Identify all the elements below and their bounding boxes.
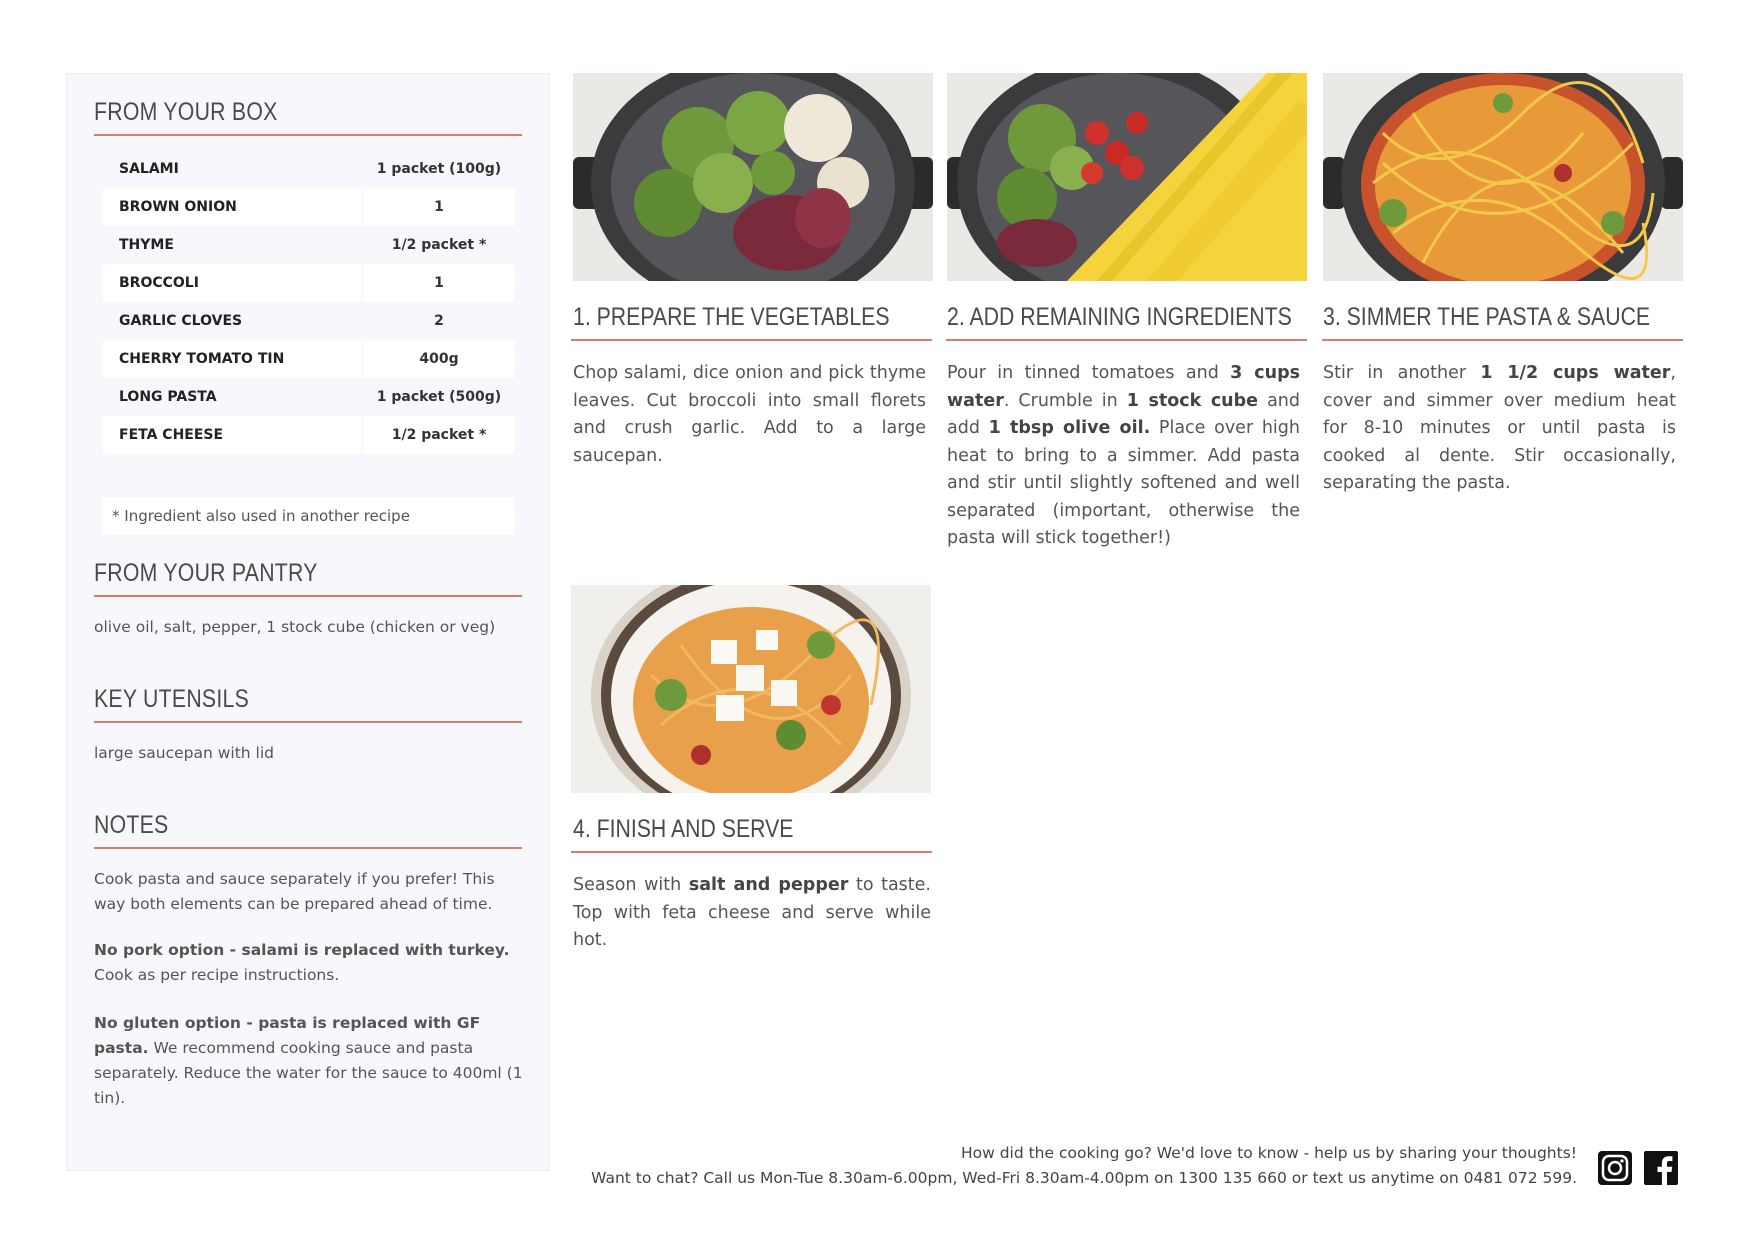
ingredients-table: [103, 150, 515, 454]
ingredient-name: GARLIC CLOVES: [103, 302, 363, 340]
ingredient-row: [103, 416, 515, 454]
note-no-pork: [94, 938, 524, 988]
ingredient-name: THYME: [103, 226, 363, 264]
step-2-text: . Crumble in: [1003, 390, 1127, 411]
pantry-text: olive oil, salt, pepper, 1 stock cube (chicken or veg): [94, 618, 496, 636]
note-no-gluten-rest: We recommend cooking sauce and pasta separately. Reduce the water for the sauce to 400ml (1 tin).: [94, 1039, 523, 1107]
instagram-icon[interactable]: [1597, 1150, 1633, 1186]
facebook-icon[interactable]: [1643, 1150, 1679, 1186]
note-no-pork-rest: Cook as per recipe instructions.: [94, 966, 340, 984]
ingredient-qty: 1/2 packet *: [363, 416, 515, 454]
step-4-instructions: [573, 872, 931, 955]
step-divider: [571, 851, 932, 853]
ingredient-qty: 1: [363, 188, 515, 226]
note-no-gluten-bold: No gluten option - pasta is replaced with GF pasta.: [94, 1014, 481, 1057]
step-3-text-bold: 1 1/2 cups water: [1480, 363, 1671, 383]
contact-text: Want to chat? Call us Mon-Tue 8.30am-6.00pm, Wed-Fri 8.30am-4.00pm on 1300 135 660 or text us anytime on 0481 072 599.: [591, 1169, 1577, 1187]
step-4-text: Season with: [573, 875, 689, 895]
step-3-title: 3. SIMMER THE PASTA & SAUCE: [1323, 303, 1651, 331]
ingredient-row: [103, 150, 515, 188]
step-2-text: Pour in tinned tomatoes and: [947, 363, 1231, 383]
note-separate-cooking: Cook pasta and sauce separately if you prefer! This way both elements can be prepared ahead of time.: [94, 870, 495, 913]
ingredient-row: [103, 302, 515, 340]
step-4-photo: [571, 585, 931, 793]
step-2-text-bold: 1 tbsp olive oil.: [988, 418, 1151, 438]
ingredient-name: BROWN ONION: [103, 188, 363, 226]
step-2-title: 2. ADD REMAINING INGREDIENTS: [947, 303, 1292, 331]
step-1-instructions: [573, 360, 926, 470]
heading-divider: [94, 134, 522, 136]
ingredient-qty: 1 packet (100g): [376, 161, 502, 177]
ingredient-row: [103, 188, 515, 226]
ingredient-name: FETA CHEESE: [103, 416, 363, 454]
step-3-text: Stir in another: [1323, 363, 1481, 383]
ingredient-name: CHERRY TOMATO TIN: [103, 340, 363, 378]
step-divider: [946, 339, 1307, 341]
notes-heading: NOTES: [94, 811, 169, 839]
step-divider: [571, 339, 932, 341]
note-no-gluten: [94, 1011, 524, 1111]
step-1-photo: [573, 73, 933, 281]
ingredient-row: [103, 226, 515, 264]
ingredient-qty: 2: [434, 313, 444, 329]
ingredient-qty: 1/2 packet *: [391, 237, 487, 253]
step-4-title: 4. FINISH AND SERVE: [573, 815, 794, 843]
ingredient-row: [103, 378, 515, 416]
step-4-text-bold: salt and pepper: [688, 875, 849, 895]
note-no-pork-bold: No pork option - salami is replaced with turkey.: [94, 941, 510, 959]
ingredient-row: [103, 340, 515, 378]
step-divider: [1322, 339, 1683, 341]
utensils-text: large saucepan with lid: [94, 744, 275, 762]
ingredient-name: SALAMI: [103, 150, 363, 188]
step-2-text: Place over high heat to bring to a simmer. Add pasta and stir until slightly softened and well separated (important, otherwise the pasta will stick together!): [947, 418, 1300, 548]
ingredient-row: [103, 264, 515, 302]
heading-divider: [94, 721, 522, 723]
step-2-text: and add: [947, 390, 1300, 438]
heading-divider: [94, 595, 522, 597]
step-2-text-bold: 1 stock cube: [1126, 390, 1259, 411]
step-2-instructions: [947, 360, 1300, 553]
ingredient-footnote: * Ingredient also used in another recipe: [103, 497, 515, 535]
ingredient-qty: 1 packet (500g): [376, 389, 502, 405]
step-1-text: Chop salami, dice onion and pick thyme leaves. Cut broccoli into small florets and crush garlic. Add to a large saucepan.: [573, 363, 926, 466]
ingredient-qty: 1: [363, 264, 515, 302]
step-2-text-bold: 3 cups water: [947, 363, 1301, 411]
from-your-box-heading: FROM YOUR BOX: [94, 98, 278, 126]
step-1-title: 1. PREPARE THE VEGETABLES: [573, 303, 890, 331]
feedback-text: How did the cooking go? We'd love to know - help us by sharing your thoughts!: [960, 1144, 1577, 1162]
from-your-pantry-heading: FROM YOUR PANTRY: [94, 559, 318, 587]
step-3-text: , cover and simmer over medium heat for 8-10 minutes or until pasta is cooked al dente. Stir occasionally, separating the pasta.: [1323, 363, 1676, 493]
step-3-photo: [1323, 73, 1683, 281]
ingredient-qty: 400g: [363, 340, 515, 378]
ingredient-name: BROCCOLI: [103, 264, 363, 302]
step-4-text: to taste. Top with feta cheese and serve while hot.: [573, 875, 931, 950]
ingredients-panel: [66, 73, 550, 1171]
key-utensils-heading: KEY UTENSILS: [94, 685, 250, 713]
step-2-photo: [947, 73, 1307, 281]
ingredient-name: LONG PASTA: [103, 378, 363, 416]
heading-divider: [94, 847, 522, 849]
step-3-instructions: [1323, 360, 1676, 498]
